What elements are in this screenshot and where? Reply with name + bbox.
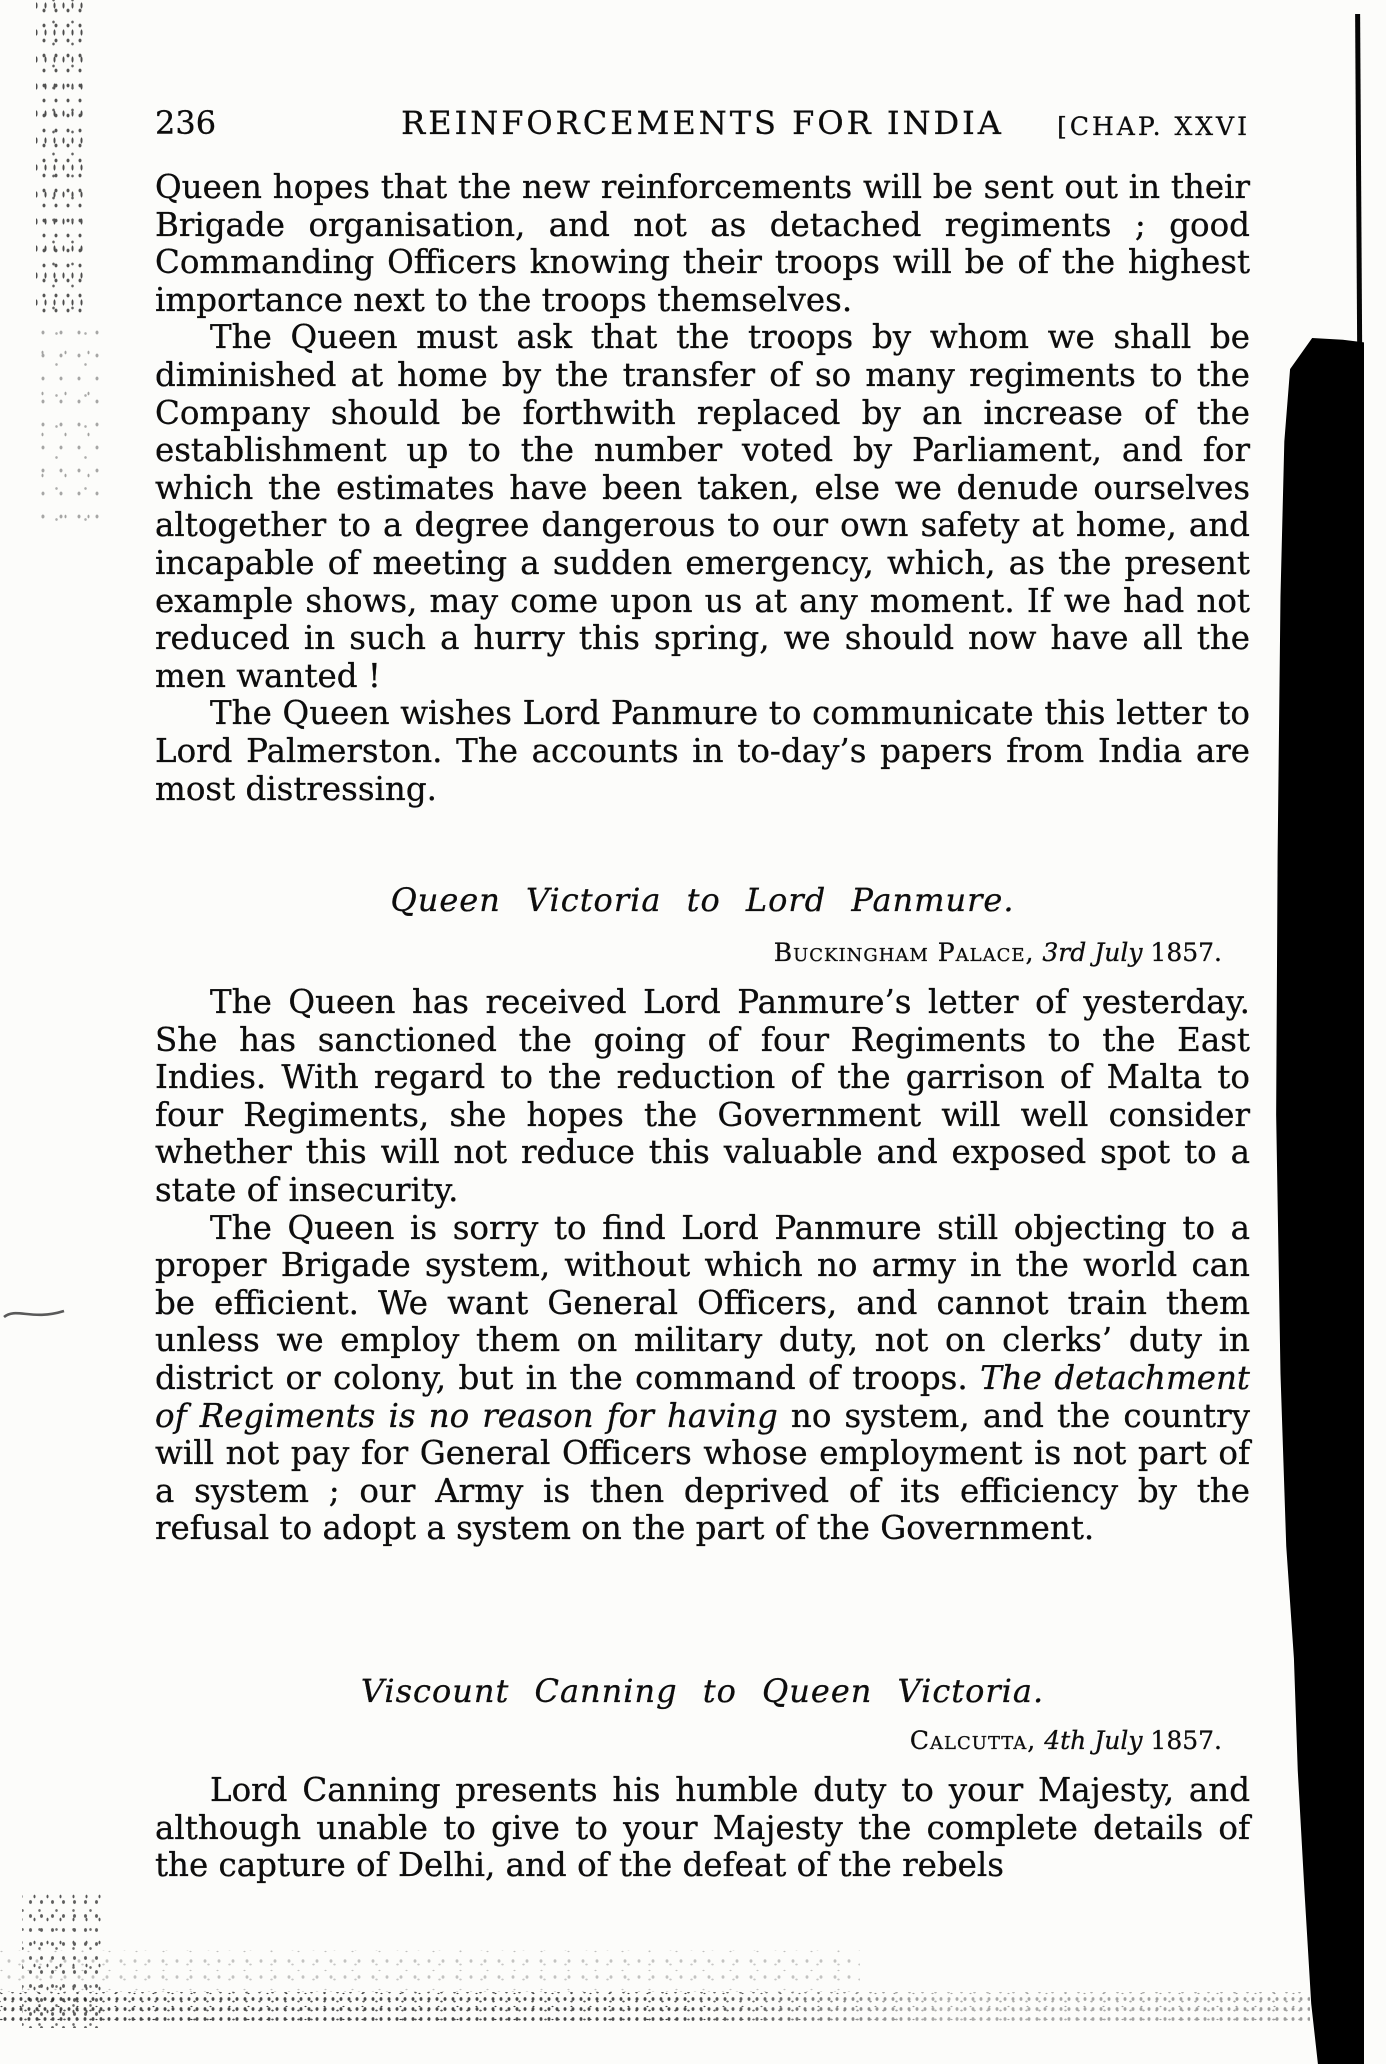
dateline	[155, 935, 1250, 971]
letter-heading: Queen Victoria to Lord Panmure.	[390, 881, 1015, 919]
paragraph-text: The Queen is sorry to find Lord Panmure still objecting to a proper Brigade system, without which no army in the world can be efficient. We want General Officers, and cannot train them unless we employ them on military duty, not on clerks’ duty in district or colony, but in the command of troops.	[155, 1208, 1250, 1397]
dateline-date: 4th July	[1044, 1726, 1143, 1755]
scan-noise-bottom-faint	[0, 1950, 860, 1992]
italic-phrase: The detachment of Regiments is no reason for having	[155, 1358, 1250, 1435]
paragraph: The Queen wishes Lord Panmure to communicate this letter to Lord Palmerston. The accounts in to-day’s papers from India are most distressing.	[155, 694, 1250, 808]
dateline	[155, 1723, 1250, 1759]
paragraph: The Queen must ask that the troops by whom we shall be diminished at home by the transfer of so many regiments to the Company should be forthwith replaced by an increase of the establishment up to the number voted by Parliament, and for which the estimates have been taken, else we denude ourselves altogether to a degree dangerous to our own safety at home, and incapable of meeting a sudden emergency, which, as the present example shows, may come upon us at any moment. If we had not reduced in such a hurry this spring, we should now have all the men wanted !	[155, 318, 1250, 695]
letter-body	[155, 984, 1250, 1548]
dateline-year: 1857.	[1150, 938, 1222, 967]
dateline-place: Calcutta,	[909, 1726, 1037, 1755]
page-header	[155, 102, 1250, 144]
dateline-year: 1857.	[1150, 1726, 1222, 1755]
dateline-date: 3rd July	[1042, 938, 1143, 967]
letter-heading: Viscount Canning to Queen Victoria.	[360, 1672, 1045, 1710]
running-title: REINFORCEMENTS FOR INDIA	[401, 104, 1004, 142]
dateline-place: Buckingham Palace,	[773, 938, 1035, 967]
letter-body	[155, 1772, 1250, 1885]
paragraph: The Queen has received Lord Panmure’s letter of yesterday. She has sanctioned the going of four Regiments to the East Indies. With regard to the reduction of the garrison of Malta to four Regiments, she hopes the Government will well consider whether this will not reduce this valuable and exposed spot to a state of insecurity.	[155, 983, 1250, 1209]
letter-continuation-text	[155, 169, 1250, 808]
page-number: 236	[155, 104, 217, 142]
paragraph: Queen hopes that the new reinforcements will be sent out in their Brigade organisation, and not as detached regiments ; good Commanding Officers knowing their troops will be of the highest importance next to the troops themselves.	[155, 168, 1250, 319]
paragraph	[155, 1210, 1250, 1548]
scan-artifact-band	[1268, 338, 1364, 2064]
scan-noise-left-mid	[30, 315, 100, 525]
chapter-reference: [CHAP. XXVI	[1057, 112, 1250, 141]
margin-mark	[2, 1304, 68, 1324]
scan-noise-bottom-band	[0, 1992, 1310, 2022]
paragraph: Lord Canning presents his humble duty to your Majesty, and although unable to give to your Majesty the complete details of the capture of Delhi, and of the defeat of the rebels	[155, 1771, 1250, 1885]
scan-noise-left-top	[36, 0, 88, 315]
paragraph-text: no system, and the country will not pay for General Officers whose employment is not part of a system ; our Army is then deprived of its efficiency by the refusal to adopt a system on the part of the Government.	[155, 1396, 1250, 1548]
